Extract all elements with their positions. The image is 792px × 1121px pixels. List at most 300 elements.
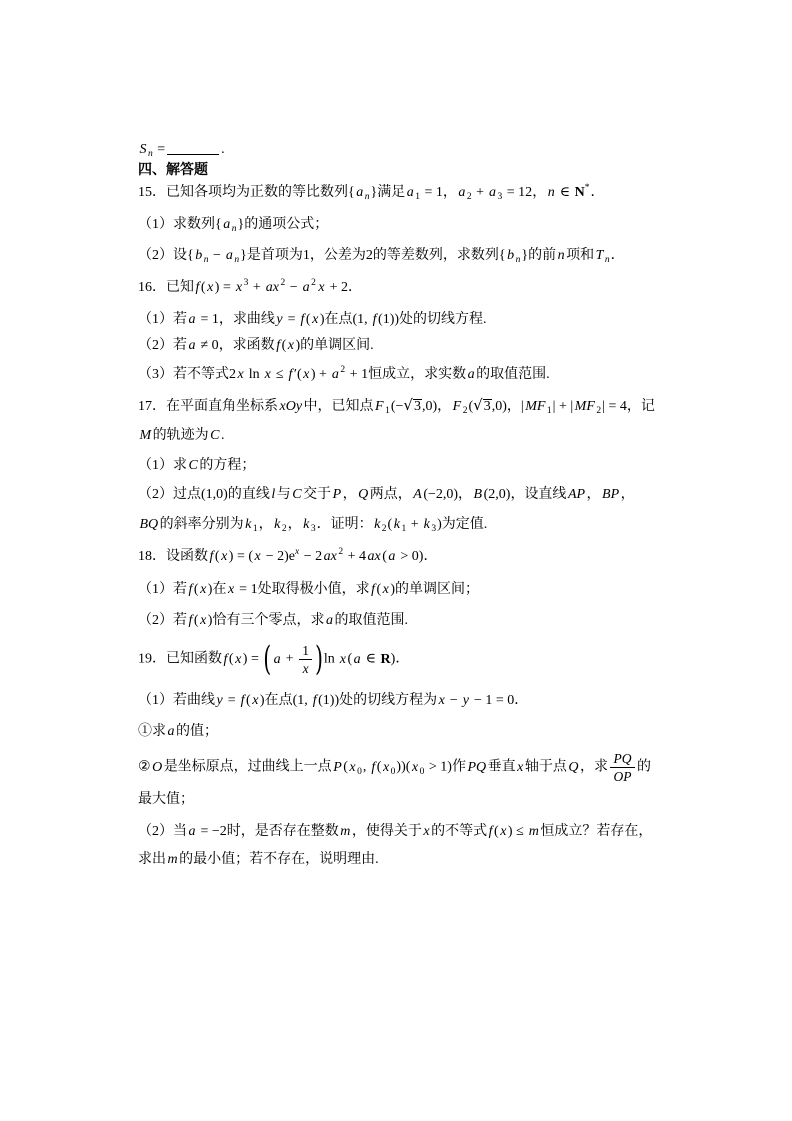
math-variable: f (188, 613, 193, 628)
text-run: 19．已知函数 (138, 651, 222, 667)
math-symbol: ( (387, 517, 393, 532)
math-symbol: ))( (396, 759, 411, 775)
text-run: ， (586, 487, 601, 502)
math-variable: f (188, 582, 193, 597)
math-symbol: ) (207, 613, 213, 628)
math-symbol: ( (343, 759, 348, 775)
math-variable: f (223, 651, 228, 667)
math-symbol: − 2)e (262, 549, 296, 564)
text-run: 的前 (528, 248, 557, 263)
math-symbol: ′( (293, 367, 302, 382)
text-run: ，求函数 (218, 338, 275, 353)
math-variable: a (331, 367, 339, 382)
math-variable: f (300, 312, 305, 327)
math-variable: ax (265, 280, 279, 295)
radical-sign: √ (473, 396, 483, 414)
number-set-symbol: N (574, 185, 585, 200)
subscript: 1 (401, 524, 407, 534)
text-run: ，设直线 (510, 487, 567, 502)
math-variable: x (252, 693, 259, 708)
math-variable: PQ (467, 759, 487, 775)
math-symbol: + (249, 280, 265, 295)
math-symbol: (1, (352, 312, 372, 327)
fill-in-answer-line (138, 140, 225, 160)
math-symbol: ln (323, 651, 339, 667)
math-variable: f (488, 824, 493, 839)
math-symbol: ( (376, 759, 382, 775)
math-symbol: } (521, 248, 529, 263)
math-variable: S (139, 142, 147, 157)
math-symbol: ( (281, 338, 287, 353)
math-symbol: (1, (292, 693, 312, 708)
question-19-part-2 (138, 822, 652, 842)
math-variable: MF (525, 399, 546, 414)
subscript: 0 (419, 766, 425, 777)
math-symbol: ) = (214, 280, 235, 295)
text-run: （2）若 (138, 613, 187, 628)
text-run: ，使得关于 (351, 824, 422, 839)
math-variable: f (195, 280, 200, 295)
math-symbol: ≠ 0 (197, 338, 219, 353)
fraction-numerator (300, 643, 311, 659)
text-run: 在点 (324, 312, 353, 327)
math-variable: a (388, 549, 396, 564)
math-variable: x (235, 651, 242, 667)
math-symbol: = 1 (235, 582, 258, 597)
math-symbol: ∈ (556, 185, 574, 200)
math-symbol: ( (347, 651, 353, 667)
math-variable: a (223, 217, 231, 232)
subscript: n (203, 255, 209, 265)
math-variable: n (547, 185, 555, 200)
math-variable: x (349, 759, 356, 775)
math-variable: C (292, 487, 302, 502)
math-variable: a (225, 248, 233, 263)
math-variable: y (216, 693, 223, 708)
math-symbol: = 12 (503, 185, 533, 200)
subscript: 2 (281, 524, 287, 534)
math-variable: a (356, 185, 364, 200)
text-run: 的 (636, 759, 651, 775)
math-variable: a (188, 824, 196, 839)
subscript: 1 (385, 406, 390, 416)
question-17-part-2 (138, 485, 635, 505)
math-symbol: ( (376, 582, 382, 597)
math-symbol: = (153, 142, 166, 157)
math-variable: x (312, 312, 319, 327)
math-variable: a (302, 280, 310, 295)
math-variable: k (374, 517, 381, 532)
math-symbol: ,0) (421, 399, 438, 414)
subscript: 2 (596, 406, 602, 416)
math-variable: a (188, 338, 196, 353)
subscript: 0 (357, 766, 362, 777)
math-variable: x (302, 661, 309, 676)
text-run: 交于 (303, 487, 332, 502)
fraction-denominator (299, 659, 312, 676)
text-run: 处的切线方程. (399, 312, 487, 327)
text-run: （1）若 (138, 582, 187, 597)
math-symbol: ≤ (272, 367, 288, 382)
math-symbol: | (520, 399, 524, 414)
text-run: 的单调区间； (395, 582, 480, 597)
text-run: 的通项公式； (244, 217, 329, 232)
superscript: 2 (311, 278, 316, 288)
text-run: 17．在平面直角坐标系 (138, 399, 278, 414)
question-17-part-2-continued (138, 515, 487, 535)
text-run: 与 (276, 487, 291, 502)
math-symbol: + (472, 185, 488, 200)
math-symbol: ) (319, 312, 325, 327)
math-variable: x (200, 582, 207, 597)
subscript: 3 (310, 524, 316, 534)
math-symbol: − (286, 280, 302, 295)
text-run: 两点， (369, 487, 412, 502)
text-run: ， (620, 487, 635, 502)
math-variable: f (372, 312, 377, 327)
math-variable: b (507, 248, 515, 263)
text-run: ． (590, 185, 605, 200)
text-run: 的单调区间. (300, 338, 374, 353)
text-run: . (221, 428, 225, 443)
math-variable: f (240, 693, 245, 708)
square-root (473, 395, 492, 417)
math-variable: b (195, 248, 203, 263)
text-run: （1）求数列 (138, 217, 215, 232)
text-run: 恒成立，求实数 (368, 367, 467, 382)
math-symbol: { (215, 217, 222, 232)
math-variable: x (318, 280, 325, 295)
text-run: 的最小值；若不存在，说明理由. (179, 852, 379, 867)
math-variable: P (332, 487, 342, 502)
math-variable: Q (358, 487, 369, 502)
math-variable: ax (323, 549, 337, 564)
superscript: x (295, 547, 300, 557)
text-run: ， (258, 517, 273, 532)
fraction-denominator (610, 767, 635, 784)
math-symbol: ) (207, 582, 213, 597)
large-parenthesis: ) (315, 637, 323, 679)
radicand: 3 (413, 399, 421, 414)
text-run: 的取值范围. (334, 613, 408, 628)
text-run: （2）当 (138, 824, 187, 839)
math-symbol: ( (382, 549, 387, 564)
text-run: ． (423, 549, 438, 564)
math-symbol: ) = (242, 651, 263, 667)
math-symbol: (−2,0) (423, 487, 459, 502)
math-symbol: ) (259, 693, 265, 708)
math-symbol: − (446, 693, 462, 708)
text-run: ， (437, 399, 452, 414)
subscript: 1 (546, 406, 552, 416)
math-symbol: = (224, 693, 240, 708)
math-variable: OP (613, 769, 632, 784)
question-15-part-2 (138, 246, 625, 266)
math-variable: k (393, 517, 400, 532)
text-run: 恒成立？若存在， (540, 824, 653, 839)
math-variable: x (339, 651, 346, 667)
math-symbol: ( (214, 549, 220, 564)
superscript: * (584, 183, 590, 193)
text-run: 中，已知点 (303, 399, 374, 414)
math-symbol: } (237, 217, 245, 232)
math-symbol: + 2 (326, 280, 348, 295)
superscript: 3 (243, 278, 249, 288)
math-variable: BP (602, 487, 620, 502)
text-run: 恰有三个零点，求 (212, 613, 325, 628)
math-variable: ax (367, 549, 381, 564)
math-symbol: ∈ (362, 651, 380, 667)
math-symbol: = −2 (197, 824, 227, 839)
math-variable: F (452, 399, 462, 414)
text-run: ， (506, 399, 521, 414)
math-variable: F (375, 399, 384, 414)
math-variable: M (139, 428, 152, 443)
math-symbol: ( (193, 582, 199, 597)
math-variable: y (276, 312, 283, 327)
radical-sign: √ (403, 396, 413, 414)
text-run: 处的切线方程为 (339, 693, 438, 708)
question-19-part-1 (138, 691, 528, 711)
subscript: 0 (390, 766, 396, 777)
math-symbol: (1)) (378, 312, 400, 327)
math-symbol: + (407, 517, 423, 532)
question-17-stem (138, 395, 655, 417)
math-variable: f (276, 338, 281, 353)
text-run: ． (610, 248, 625, 263)
text-run: 满足 (377, 185, 406, 200)
square-root (403, 395, 422, 417)
text-run: 的斜率分别为 (159, 517, 244, 532)
math-symbol: ) = ( (228, 549, 254, 564)
math-symbol: − 2 (300, 549, 323, 564)
text-run: 的轨迹为 (152, 428, 209, 443)
math-variable: n (557, 248, 565, 263)
subscript: 2 (466, 192, 472, 202)
math-variable: T (595, 248, 604, 263)
subscript: n (231, 224, 237, 234)
math-variable: PQ (613, 751, 632, 766)
math-variable: a (273, 651, 281, 667)
text-run: 垂直 (487, 759, 516, 775)
subscript: n (604, 255, 610, 265)
text-run: 轴于点 (524, 759, 567, 775)
text-run: 处取得极小值，求 (257, 582, 370, 597)
math-variable: y (462, 693, 469, 708)
math-variable: a (325, 613, 333, 628)
text-run: ， (532, 185, 547, 200)
fraction (610, 751, 635, 784)
text-run: ，求曲线 (218, 312, 275, 327)
math-variable: k (245, 517, 252, 532)
question-16-part-1 (138, 310, 487, 330)
math-variable: x (382, 759, 390, 775)
math-variable: x (438, 693, 445, 708)
math-symbol: } (240, 248, 247, 263)
math-variable: f (312, 693, 317, 708)
math-symbol: + (282, 651, 298, 667)
math-symbol: { (187, 248, 194, 263)
fraction-numerator (610, 751, 635, 767)
math-symbol: ln (245, 367, 264, 382)
answer-blank (167, 140, 219, 155)
math-symbol: ( (200, 280, 206, 295)
text-run: ． (395, 651, 410, 667)
large-parenthesis: ( (263, 637, 272, 679)
text-run: 的不等式 (431, 824, 488, 839)
number-set-symbol: R (380, 651, 391, 667)
text-run: （2）若 (138, 338, 187, 353)
math-variable: x (254, 549, 261, 564)
math-variable: k (423, 517, 430, 532)
math-variable: x (382, 582, 389, 597)
math-symbol: − 1 = 0 (470, 693, 515, 708)
subscript: n (148, 149, 153, 159)
text-run: . (221, 142, 225, 157)
math-variable: f (209, 549, 214, 564)
text-run: 在 (212, 582, 227, 597)
math-variable: x (411, 759, 419, 775)
math-variable: Q (568, 759, 579, 775)
math-variable: x (517, 759, 524, 775)
text-run: ． (347, 280, 362, 295)
question-15-stem (138, 183, 604, 203)
math-symbol: ) (390, 582, 396, 597)
math-variable: x (235, 280, 243, 295)
math-variable: x (200, 613, 207, 628)
math-symbol: − (209, 248, 225, 263)
math-symbol: ) ≤ (507, 824, 528, 839)
math-symbol: } (370, 185, 378, 200)
question-18-stem (138, 547, 437, 567)
math-variable: MF (574, 399, 595, 414)
math-variable: x (221, 549, 228, 564)
math-variable: a (167, 724, 175, 739)
math-variable: AP (567, 487, 586, 502)
text-run: 作 (451, 759, 466, 775)
section-heading (138, 161, 208, 181)
text-run: 15．已知各项均为正数的等比数列 (138, 185, 348, 200)
question-16-part-3 (138, 365, 550, 385)
math-symbol: ,0) (491, 399, 507, 414)
text-run: ①求 (138, 724, 166, 739)
text-run: 项和 (566, 248, 595, 263)
math-variable: m (167, 852, 178, 867)
math-variable: x (264, 367, 271, 382)
superscript: 2 (280, 278, 286, 288)
text-run: （3）若不等式 (138, 367, 229, 382)
math-variable: A (413, 487, 422, 502)
math-symbol: ) (295, 338, 301, 353)
math-symbol: ( (228, 651, 234, 667)
math-variable: BQ (139, 517, 159, 532)
math-variable: l (271, 487, 276, 502)
text-run: 的取值范围. (476, 367, 550, 382)
text-run: 是坐标原点，过曲线上一点 (163, 759, 332, 775)
superscript: 2 (338, 547, 344, 557)
subscript: 1 (415, 192, 420, 202)
math-symbol: , (362, 759, 370, 775)
question-19-part-1-item-1 (138, 722, 218, 742)
text-run: 18．设函数 (138, 549, 208, 564)
question-19-stem (138, 637, 410, 679)
math-variable: O (152, 759, 163, 775)
text-run: 的值； (176, 724, 218, 739)
text-run: ， (342, 487, 357, 502)
question-17-stem-continued (138, 426, 225, 446)
math-variable: m (528, 824, 539, 839)
math-symbol: { (498, 248, 506, 263)
math-symbol: > 0) (396, 549, 424, 564)
question-15-part-1 (138, 215, 328, 235)
math-symbol: ) (390, 651, 396, 667)
math-variable: a (489, 185, 497, 200)
text-run: 是首项为1，公差为2的等差数列，求数列 (246, 248, 499, 263)
subscript: 2 (462, 406, 468, 416)
text-run: （2）过点 (138, 487, 201, 502)
question-18-part-2 (138, 611, 408, 631)
math-variable: x (237, 367, 244, 382)
math-variable: k (274, 517, 281, 532)
math-variable: x (500, 824, 507, 839)
subscript: n (515, 255, 521, 265)
math-symbol: = 1 (197, 312, 219, 327)
text-run: 四、解答题 (138, 163, 208, 178)
math-variable: B (473, 487, 483, 502)
subscript: 2 (381, 524, 387, 534)
text-run: ，记 (626, 399, 655, 414)
math-variable: x (303, 367, 310, 382)
question-19-part-2-continued (138, 850, 379, 870)
question-16-stem (138, 278, 362, 298)
text-run: 时，是否存在整数 (226, 824, 339, 839)
math-symbol: = (284, 312, 300, 327)
text-run: ， (287, 517, 302, 532)
text-run: 为定值. (441, 517, 488, 532)
math-variable: C (188, 458, 198, 473)
math-variable: xOy (279, 399, 303, 414)
math-symbol: + 1 (346, 367, 369, 382)
math-variable: f (288, 367, 293, 382)
text-run: ② (138, 759, 151, 775)
subscript: n (364, 192, 370, 202)
text-run: 16．已知 (138, 280, 194, 295)
math-symbol: (− (390, 399, 404, 414)
text-run: ， (442, 185, 457, 200)
math-variable: C (210, 428, 220, 443)
math-variable: m (340, 824, 351, 839)
math-symbol: > 1) (425, 759, 452, 775)
math-symbol: 2 (229, 367, 236, 382)
fraction (299, 643, 312, 676)
math-variable: a (458, 185, 466, 200)
text-run: 求出 (138, 852, 166, 867)
text-run: 在点 (264, 693, 293, 708)
question-16-part-2 (138, 336, 374, 356)
text-run: ．证明： (316, 517, 373, 532)
text-run: （2）设 (138, 248, 187, 263)
question-19-part-1-item-2 (138, 751, 651, 784)
math-symbol: ( (246, 693, 251, 708)
subscript: 3 (497, 192, 503, 202)
text-run: ． (514, 693, 529, 708)
question-17-part-1 (138, 456, 255, 476)
text-run: 最大值； (138, 792, 194, 807)
math-symbol: = 1 (420, 185, 443, 200)
math-symbol: ) + (310, 367, 331, 382)
math-variable: x (207, 280, 214, 295)
question-19-part-1-item-2-continued (138, 790, 194, 810)
